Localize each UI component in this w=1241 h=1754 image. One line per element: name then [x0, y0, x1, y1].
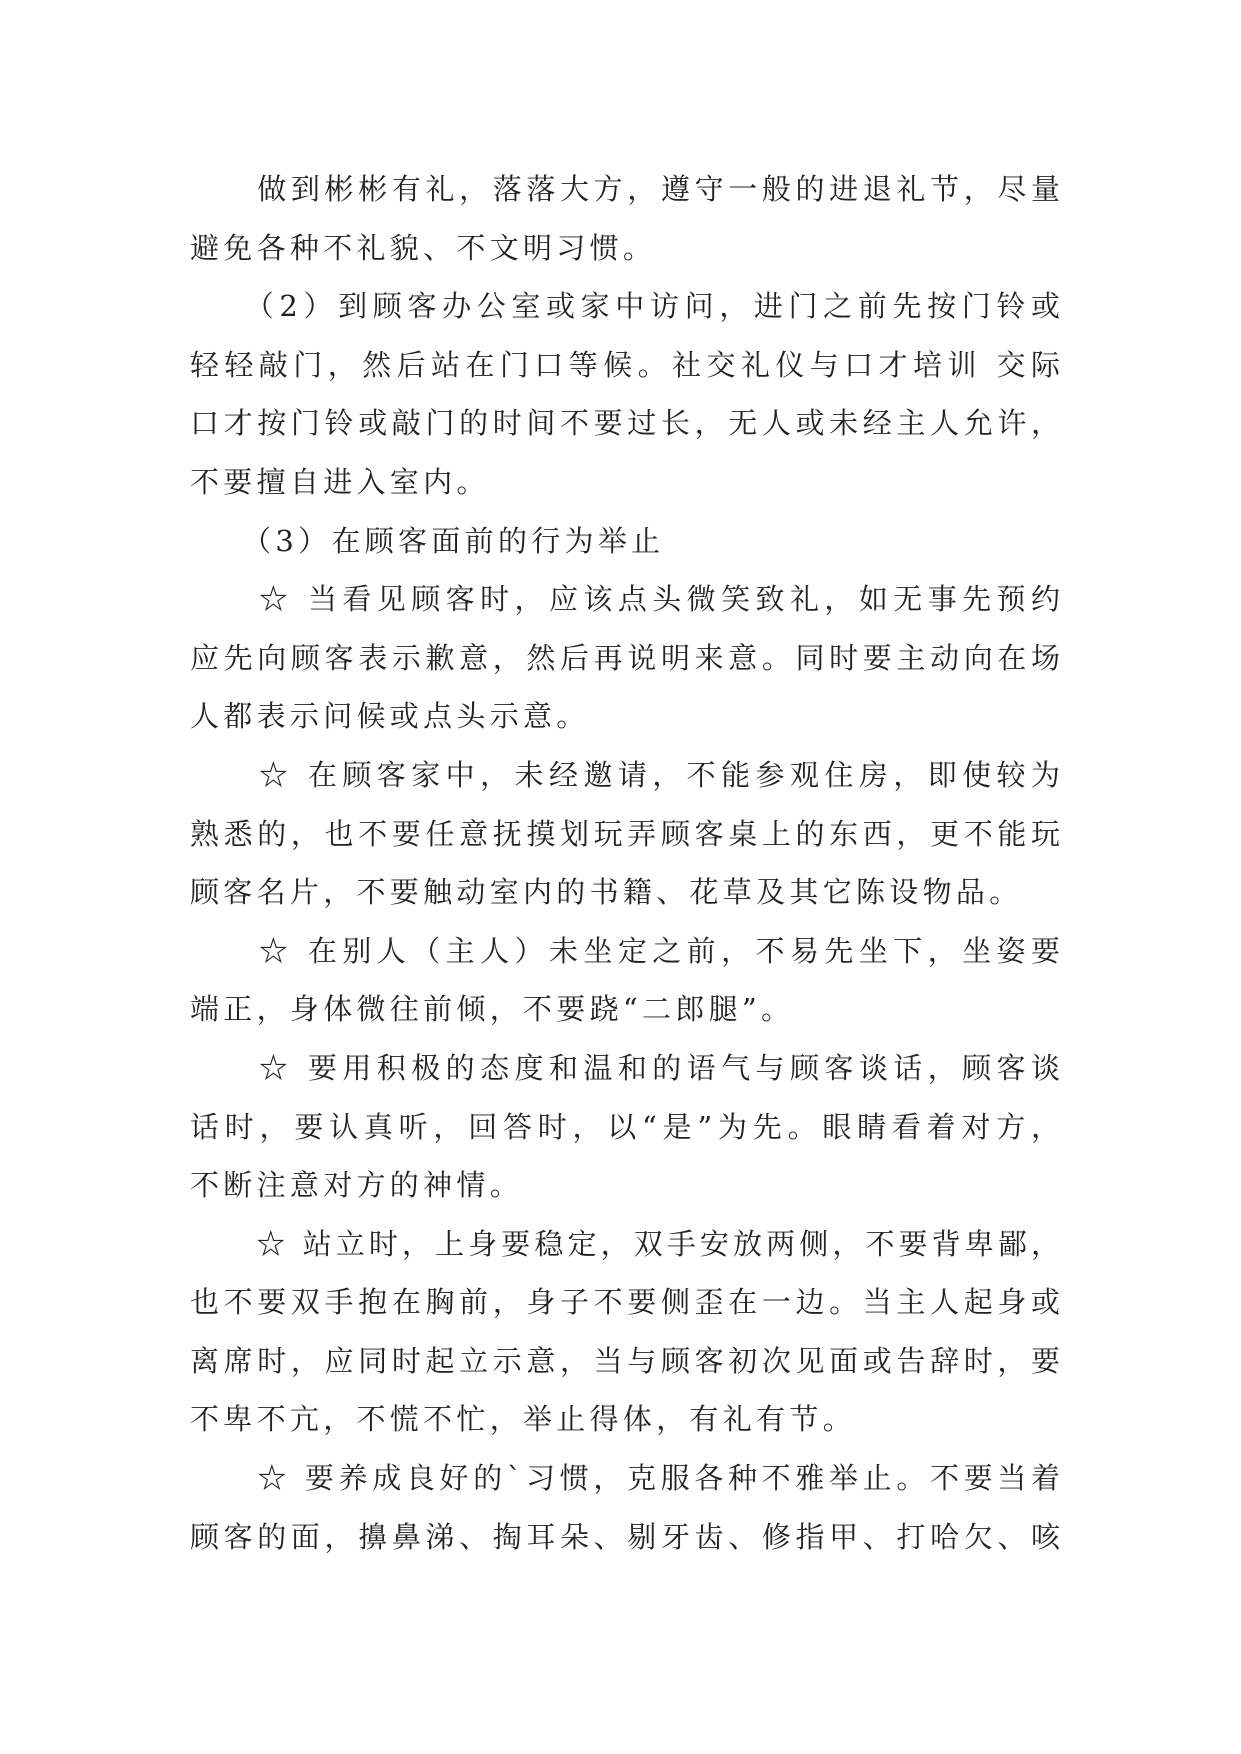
text-line: ☆ 当看见顾客时，应该点头微笑致礼，如无事先预约: [190, 582, 1060, 617]
text-line: 避免各种不礼貌、不文明习惯。: [190, 230, 657, 265]
text-line: （3）在顾客面前的行为举止: [190, 523, 665, 558]
text-line: 应先向顾客表示歉意，然后再说明来意。同时要主动向在场: [190, 640, 1060, 675]
text-line: 口才按门铃或敲门的时间不要过长，无人或未经主人允许，: [190, 406, 1060, 441]
text-line: 不要擅自进入室内。: [190, 464, 490, 499]
text-line: ☆ 要用积极的态度和温和的语气与顾客谈话，顾客谈: [190, 1050, 1060, 1085]
text-line: 端正，身体微往前倾，不要跷“二郎腿”。: [190, 992, 795, 1027]
text-line: 不卑不亢，不慌不忙，举止得体，有礼有节。: [190, 1402, 857, 1437]
text-line: 顾客名片，不要触动室内的书籍、花草及其它陈设物品。: [190, 875, 1023, 910]
text-line: （2）到顾客办公室或家中访问，进门之前先按门铃或: [190, 289, 1060, 324]
text-line: ☆ 要养成良好的`习惯，克服各种不雅举止。不要当着: [190, 1461, 1060, 1496]
text-line: 顾客的面，擤鼻涕、掏耳朵、剔牙齿、修指甲、打哈欠、咳: [190, 1519, 1060, 1554]
text-line: 离席时，应同时起立示意，当与顾客初次见面或告辞时，要: [190, 1343, 1060, 1378]
text-line: 人都表示问候或点头示意。: [190, 699, 590, 734]
text-line: ☆ 在顾客家中，未经邀请，不能参观住房，即使较为: [190, 757, 1060, 792]
text-line: ☆ 站立时，上身要稳定，双手安放两侧，不要背卑鄙，: [190, 1226, 1060, 1261]
text-line: 也不要双手抱在胸前，身子不要侧歪在一边。当主人起身或: [190, 1285, 1060, 1320]
text-line: ☆ 在别人（主人）未坐定之前，不易先坐下，坐姿要: [190, 933, 1060, 968]
document-body: [190, 160, 1060, 1566]
text-line: 轻轻敲门，然后站在门口等候。社交礼仪与口才培训 交际: [190, 347, 1060, 382]
text-line: 话时，要认真听，回答时，以“是”为先。眼睛看着对方，: [190, 1109, 1060, 1144]
text-line: 做到彬彬有礼，落落大方，遵守一般的进退礼节，尽量: [190, 172, 1060, 206]
text-line: 熟悉的，也不要任意抚摸划玩弄顾客桌上的东西，更不能玩: [190, 816, 1060, 851]
text-line: 不断注意对方的神情。: [190, 1168, 524, 1203]
